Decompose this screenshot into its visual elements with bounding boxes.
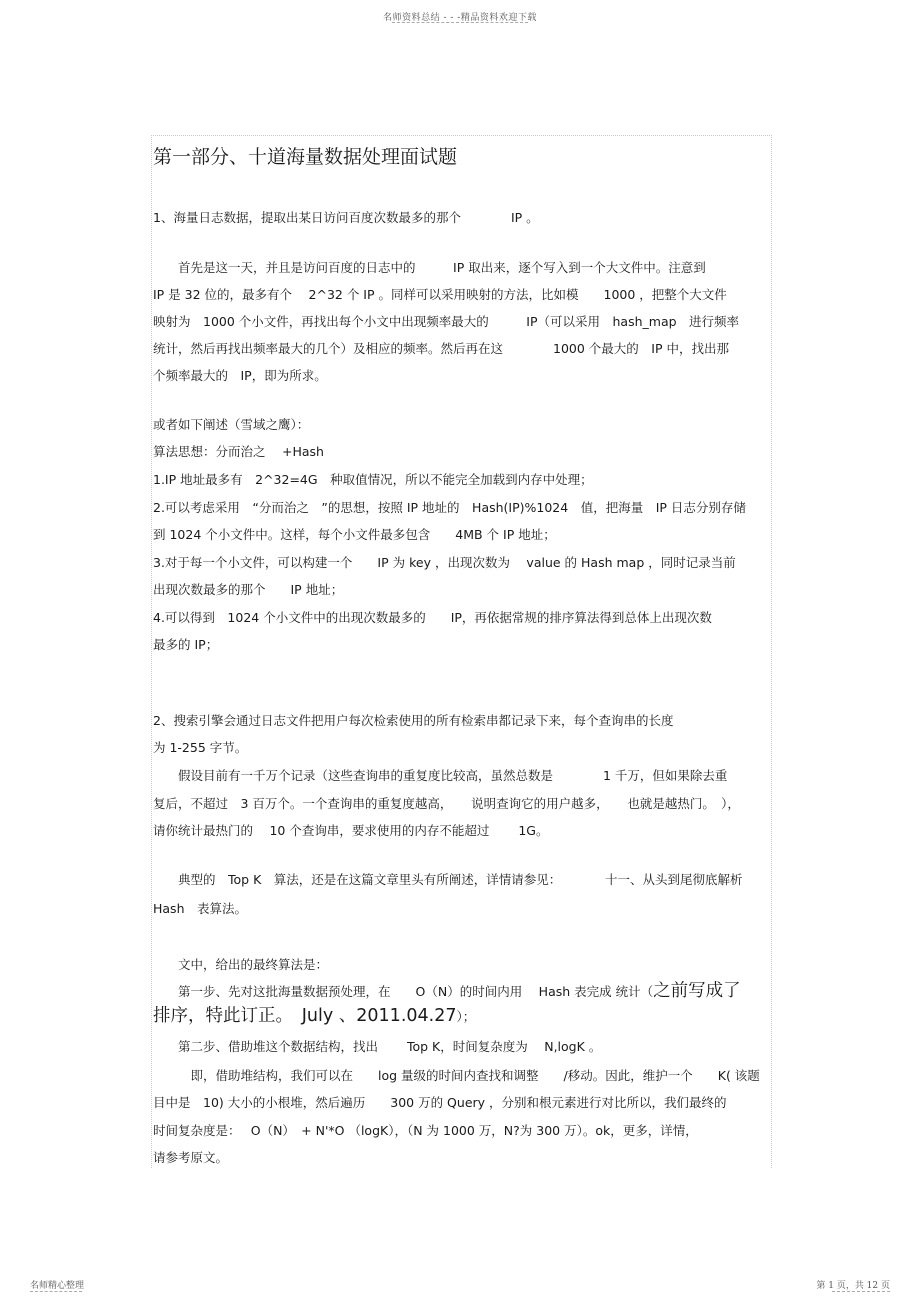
q2-para-line: 请你统计最热门的 10 个查询串，要求使用的内存不能超过 1G。 [153, 823, 549, 838]
algo-step-2: 到 1024 个小文件中。这样，每个小文件最多包含 4MB 个 IP 地址； [153, 527, 556, 542]
page-title: 第一部分、十道海量数据处理面试题 [153, 146, 458, 168]
step-one-line [153, 978, 741, 1005]
algo-step-2: 2.可以考虑采用 “分而治之 ”的思想，按照 IP 地址的 Hash(IP)%1024 值，把海量 IP 日志分别存储 [153, 500, 746, 515]
page-number: 第 1 页，共 12 页 [816, 1281, 890, 1291]
heap-para-line: 时间复杂度是： O（N） + N'*O （logK），（N 为 1000 万，N?为 300 万）。ok，更多，详情， [153, 1123, 698, 1138]
q2-heading: 为 1-255 字节。 [153, 740, 248, 755]
q2-heading: 2、搜索引擎会通过日志文件把用户每次检索使用的所有检索串都记录下来，每个查询串的长度 [153, 713, 674, 728]
header-dots [392, 22, 528, 23]
alt-intro: 或者如下阐述（雪域之鹰）： [153, 417, 310, 432]
heap-para-line: 请参考原文。 [153, 1150, 229, 1165]
q1-para-line: 映射为 1000 个小文件，再找出每个小文中出现频率最大的 IP（可以采用 hash_map 进行频率 [153, 314, 740, 329]
q1-para-line: IP 是 32 位的，最多有个 2^32 个 IP 。同样可以采用映射的方法，比如模 1000 ，把整个大文件 [153, 287, 727, 302]
q2-para-line: 假设目前有一千万个记录（这些查询串的重复度比较高，虽然总数是 1 千万，但如果除去重 [153, 768, 728, 783]
q1-para-line: 首先是这一天，并且是访问百度的日志中的 IP 取出来，逐个写入到一个大文件中。注意到 [153, 260, 706, 275]
step-two-line: 第二步、借助堆这个数据结构，找出 Top K，时间复杂度为 N,logK 。 [153, 1039, 602, 1054]
q1-para-line: 统计，然后再找出频率最大的几个）及相应的频率。然后再在这 1000 个最大的 IP 中，找出那 [153, 341, 729, 356]
heap-para-line: 即，借助堆结构，我们可以在 log 量级的时间内查找和调整 /移动。因此，维护一个 K( 该题 [153, 1068, 760, 1083]
heap-para-line: 目中是 10) 大小的小根堆，然后遍历 300 万的 Query ，分别和根元素进行对比所以，我们最终的 [153, 1095, 727, 1110]
step-one-correction: 排序，特此订正。 July 、2011.04.27 [153, 1006, 457, 1026]
algo-step-3: 出现次数最多的那个 IP 地址； [153, 582, 344, 597]
q1-para-line: 个频率最大的 IP，即为所求。 [153, 368, 327, 383]
final-algo-intro: 文中，给出的最终算法是： [153, 957, 329, 972]
q2-para-line: 复后，不超过 3 百万个。一个查询串的重复度越高， 说明查询它的用户越多， 也就是越热门。 ）， [153, 796, 740, 811]
footer-left: 名师精心整理 [30, 1281, 85, 1291]
algo-idea: 算法思想：分而治之 +Hash [153, 444, 324, 459]
algo-step-4: 最多的 IP； [153, 637, 219, 652]
step-one-note: 之前写成了 [653, 981, 741, 1001]
algo-step-4: 4.可以得到 1024 个小文件中的出现次数最多的 IP，再依据常规的排序算法得到总体上出现次数 [153, 610, 712, 625]
step-one-end: ）； [456, 1009, 476, 1024]
algo-step-3: 3.对于每一个小文件，可以构建一个 IP 为 key ，出现次数为 value 的 Hash map ，同时记录当前 [153, 555, 736, 570]
step-one-text: 第一步、先对这批海量数据预处理，在 O（N）的时间内用 Hash 表完成 统计（ [153, 984, 654, 999]
q1-heading: 1、海量日志数据，提取出某日访问百度次数最多的那个 IP 。 [153, 210, 539, 225]
step-one-line [153, 1003, 475, 1030]
algo-step-1: 1.IP 地址最多有 2^32=4G 种取值情况，所以不能完全加载到内存中处理； [153, 472, 593, 487]
topk-para: Hash 表算法。 [153, 901, 247, 916]
page-header: 名师资料总结 - - -精品资料欢迎下载 [383, 13, 537, 23]
footer-dots-right [832, 1291, 890, 1292]
topk-para: 典型的 Top K 算法，还是在这篇文章里头有所阐述，详情请参见： 十一、从头到尾彻底解析 [153, 872, 743, 887]
footer-dots-left [30, 1291, 82, 1292]
